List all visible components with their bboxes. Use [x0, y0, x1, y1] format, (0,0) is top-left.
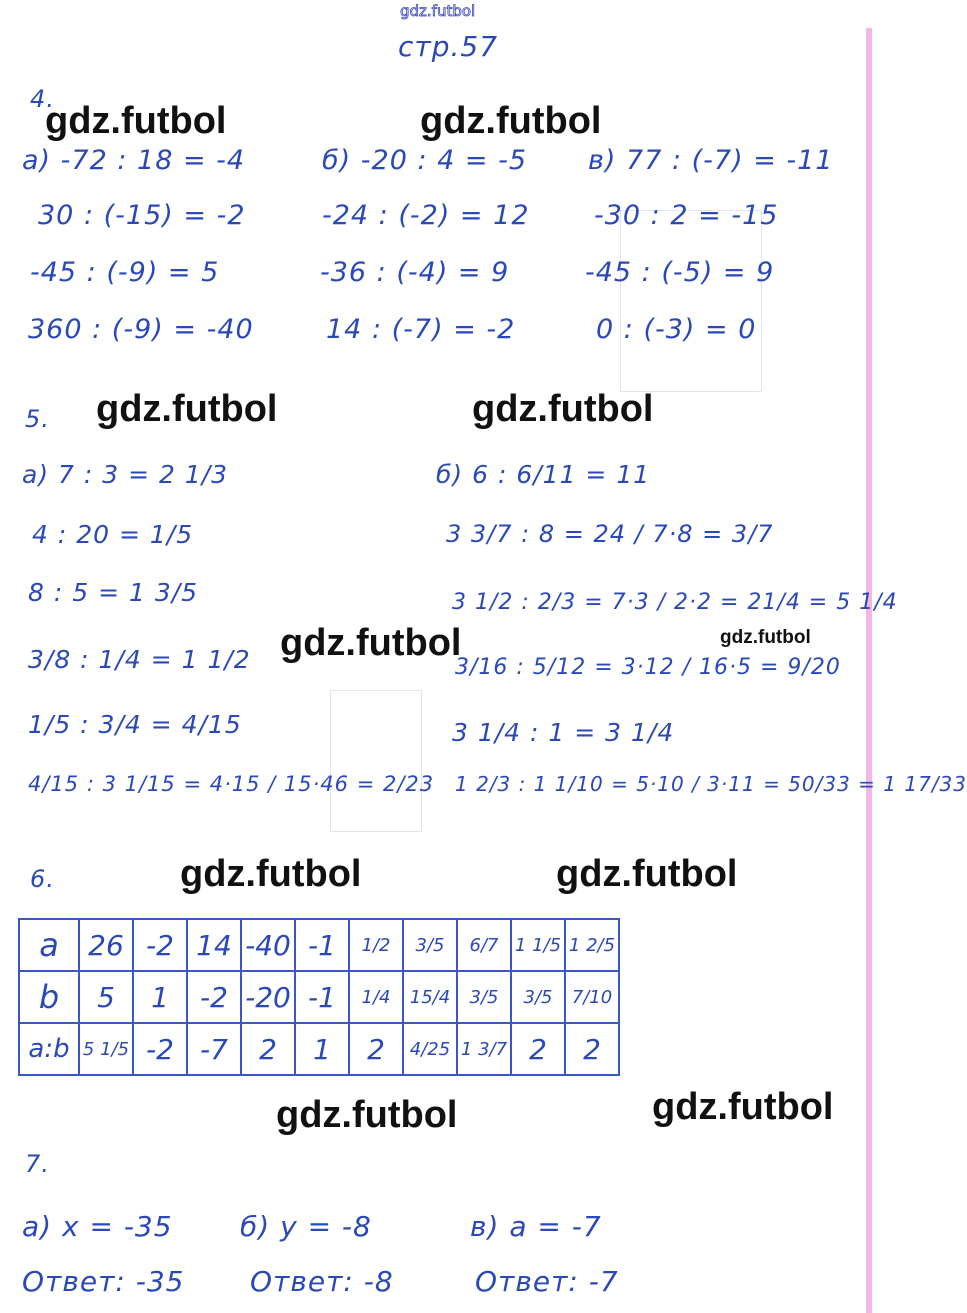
task4-b-2: -24 : (-2) = 12 [322, 200, 530, 231]
task4-b-4: 14 : (-7) = -2 [326, 314, 516, 345]
watermark: gdz.futbol [276, 1094, 458, 1136]
task4-c-3: -45 : (-5) = 9 [585, 257, 775, 288]
task4-b-1: б) -20 : 4 = -5 [322, 145, 528, 176]
watermark: gdz.futbol [96, 388, 278, 430]
table-cell: -7 [187, 1023, 241, 1075]
table-cell: a [19, 919, 79, 971]
task5-a-5: 1/5 : 3/4 = 4/15 [28, 710, 242, 739]
task7-eq-a: а) x = -35 [22, 1210, 173, 1243]
table-cell: -1 [295, 919, 349, 971]
table-cell: -2 [133, 1023, 187, 1075]
task5-a-3: 8 : 5 = 1 3/5 [28, 578, 199, 607]
task5-b-5: 3 1/4 : 1 = 3 1/4 [452, 718, 675, 747]
task5-number: 5. [25, 405, 50, 433]
table-cell: 5 [79, 971, 133, 1023]
table-cell: -40 [241, 919, 295, 971]
task7-number: 7. [25, 1150, 50, 1178]
table-row [19, 1023, 619, 1075]
task4-c-1: в) 77 : (-7) = -11 [588, 145, 834, 176]
task5-b-3: 3 1/2 : 2/3 = 7·3 / 2·2 = 21/4 = 5 1/4 [452, 590, 898, 615]
table-cell: 3/5 [511, 971, 565, 1023]
table-cell: -1 [295, 971, 349, 1023]
task4-c-2: -30 : 2 = -15 [594, 200, 779, 231]
table-cell: 1/4 [349, 971, 403, 1023]
table-cell: 14 [187, 919, 241, 971]
table-cell: 1 2/5 [565, 919, 619, 971]
watermark: gdz.futbol [420, 100, 602, 142]
table-cell: 1/2 [349, 919, 403, 971]
table-cell: 5 1/5 [79, 1023, 133, 1075]
task4-a-2: 30 : (-15) = -2 [38, 200, 246, 231]
table-cell: -20 [241, 971, 295, 1023]
task4-a-3: -45 : (-9) = 5 [30, 257, 220, 288]
task7-answer-a: Ответ: -35 [22, 1265, 185, 1298]
table-cell: 2 [511, 1023, 565, 1075]
task5-a-1: а) 7 : 3 = 2 1/3 [22, 460, 229, 489]
task5-a-2: 4 : 20 = 1/5 [32, 520, 194, 549]
task4-a-1: а) -72 : 18 = -4 [22, 145, 246, 176]
watermark-small: gdz.futbol [720, 627, 811, 648]
table-cell: 3/5 [403, 919, 457, 971]
table-row [19, 919, 619, 971]
table-cell: 7/10 [565, 971, 619, 1023]
table-cell: 2 [349, 1023, 403, 1075]
table-cell: 1 3/7 [457, 1023, 511, 1075]
task7-answer-b: Ответ: -8 [250, 1265, 394, 1298]
task5-a-4: 3/8 : 1/4 = 1 1/2 [28, 645, 251, 674]
table-cell: -2 [133, 919, 187, 971]
task6-number: 6. [30, 865, 55, 893]
table-cell: 1 1/5 [511, 919, 565, 971]
faint-grid [330, 690, 422, 832]
table-cell: 3/5 [457, 971, 511, 1023]
task7-eq-b: б) y = -8 [240, 1210, 372, 1243]
margin-line [866, 28, 872, 1313]
table-row [19, 971, 619, 1023]
page-header: стр.57 [398, 30, 499, 63]
task4-a-4: 360 : (-9) = -40 [28, 314, 254, 345]
task7-eq-c: в) a = -7 [470, 1210, 602, 1243]
watermark: gdz.futbol [280, 622, 462, 664]
table-cell: 1 [295, 1023, 349, 1075]
top-watermark: gdz.futbol [400, 2, 476, 20]
table-cell: 1 [133, 971, 187, 1023]
task4-c-4: 0 : (-3) = 0 [596, 314, 757, 345]
task5-b-2: 3 3/7 : 8 = 24 / 7·8 = 3/7 [446, 520, 774, 548]
watermark: gdz.futbol [45, 100, 227, 142]
task4-b-3: -36 : (-4) = 9 [320, 257, 510, 288]
table-cell: -2 [187, 971, 241, 1023]
table-cell: 26 [79, 919, 133, 971]
table-cell: 6/7 [457, 919, 511, 971]
watermark: gdz.futbol [180, 853, 362, 895]
table-cell: b [19, 971, 79, 1023]
task7-answer-c: Ответ: -7 [475, 1265, 619, 1298]
watermark: gdz.futbol [652, 1086, 834, 1128]
table-cell: a:b [19, 1023, 79, 1075]
task5-a-6: 4/15 : 3 1/15 = 4·15 / 15·46 = 2/23 [28, 772, 435, 796]
table-cell: 4/25 [403, 1023, 457, 1075]
faint-grid [620, 210, 762, 392]
task5-b-4: 3/16 : 5/12 = 3·12 / 16·5 = 9/20 [455, 655, 841, 680]
task5-b-6: 1 2/3 : 1 1/10 = 5·10 / 3·11 = 50/33 = 1 17/33 [455, 772, 967, 796]
watermark: gdz.futbol [556, 853, 738, 895]
table-cell: 15/4 [403, 971, 457, 1023]
task5-b-1: б) 6 : 6/11 = 11 [436, 460, 651, 489]
table-cell: 2 [241, 1023, 295, 1075]
division-table [18, 918, 620, 1076]
table-cell: 2 [565, 1023, 619, 1075]
watermark: gdz.futbol [472, 388, 654, 430]
task4-number: 4. [30, 85, 55, 113]
